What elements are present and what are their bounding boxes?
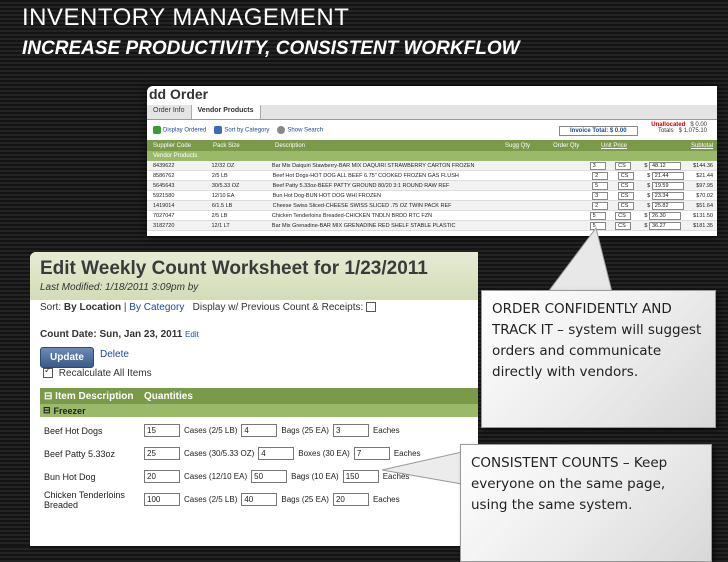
eaches-label: Eaches [382,472,410,481]
pack-size: 6/1.5 LB [211,202,233,209]
eaches-input[interactable]: 20 [333,493,369,506]
worksheet-table-header [40,388,478,404]
refresh-icon [153,126,161,134]
cases-input[interactable]: 15 [144,424,180,437]
cases-label: Cases (2/5 LB) [184,426,238,435]
order-heading: dd Order [149,86,209,102]
bags-input[interactable]: 4 [258,447,294,460]
unit-price-input[interactable]: 26.30 [649,212,681,220]
pack-size: 12/10 EA [211,192,235,199]
description: Beef Hot Dogs-HOT DOG ALL BEEF 6.75" COOKED FROZEN GAS FLUSH [272,172,459,179]
subtotal: $97.95 [696,182,714,189]
unit-select[interactable]: CS [615,212,631,220]
order-qty-input[interactable]: 5 [590,222,606,230]
col-subtotal[interactable]: Subtotal [690,142,713,149]
cases-input[interactable]: 20 [144,470,180,483]
description: Beef Patty 5.33oz-BEEF PATTY GROUND 80/20 3:1 ROUND RAW REF [272,182,450,189]
worksheet-screenshot [30,252,478,546]
last-modified: Last Modified: 1/18/2011 3:09pm by [40,282,199,293]
order-toolbar [147,120,717,140]
pack-size: 30/5.33 OZ [211,182,240,189]
unit-select[interactable]: CS [615,222,631,230]
supplier-code: 5645643 [153,182,175,189]
pack-size: 2/5 LB [211,212,228,219]
subtotal: $181.35 [693,222,713,229]
order-totals [651,122,707,134]
order-qty-input[interactable]: 3 [592,192,608,200]
callout-consistent-counts: CONSISTENT COUNTS – Keep everyone on the same page, using the same system. [460,444,712,562]
eaches-label: Eaches [393,449,421,458]
unit-select[interactable]: CS [618,192,634,200]
item-description-header[interactable]: ⊟ Item Description [44,390,134,402]
eaches-input[interactable]: 7 [354,447,390,460]
search-icon [277,126,285,134]
display-option-label: Display w/ Previous Count & Receipts: [192,302,364,313]
freezer-section[interactable]: ⊟ Freezer [40,404,478,417]
sort-label: Sort: [40,302,62,313]
unit-select[interactable]: CS [618,202,634,210]
eaches-label: Eaches [372,426,400,435]
col-order-qty[interactable]: Order Qty [553,142,580,149]
unallocated-label: Unallocated [651,122,686,128]
cases-label: Cases (12/10 EA) [184,472,248,481]
cases-input[interactable]: 25 [144,447,180,460]
quantities-header: Quantities [144,390,193,402]
totals-value: $ 1,075.10 [678,128,707,134]
totals-label: Totals [657,128,674,134]
check-icon: ✓ [44,365,52,376]
order-qty-input[interactable]: 5 [592,182,608,190]
worksheet-row [40,420,478,441]
sort-line: Sort: By Location | By Category Display w/ Previous Count & Receipts: [30,302,389,313]
bags-input[interactable]: 40 [241,493,277,506]
col-unit-price[interactable]: Unit Price [601,142,628,149]
unallocated-value: $ 0.00 [690,122,707,128]
count-date: Count Date: Sun, Jan 23, 2011 [40,329,183,340]
order-row: 3182720 12/1 LT Bar Mix Grenadine-BAR MIX GRENADINE RED SHELF STABLE PLASTIC 5 CS $ 36.27 $181.35 [147,221,717,231]
order-row: 5645643 30/5.33 OZ Beef Patty 5.33oz-BEEF PATTY GROUND 80/20 3:1 ROUND RAW REF 5 CS $ 19.59 $97.95 [147,181,717,191]
order-window-screenshot [147,86,717,236]
slide-subtitle: INCREASE PRODUCTIVITY, CONSISTENT WORKFLOW [22,38,520,59]
sort-by-category-link[interactable]: Sort by Category [214,126,269,134]
cases-input[interactable]: 100 [144,493,180,506]
delete-link[interactable]: Delete [100,349,129,360]
callout-order-tail [500,226,620,296]
description: Bar Mix Grenadine-BAR MIX GRENADINE RED SHELF STABLE PLASTIC [271,222,456,229]
bags-input[interactable]: 4 [241,424,277,437]
description: Cheese Swiss Sliced-CHEESE SWISS SLICED .75 OZ TWIN PACK REF [272,202,452,209]
subtotal: $144.36 [693,162,713,169]
order-row: 8586762 2/5 LB Beef Hot Dogs-HOT DOG ALL BEEF 6.75" COOKED FROZEN GAS FLUSH 2 CS $ 21.44 $21.44 [147,171,717,181]
bags-label: Bags (25 EA) [281,495,329,504]
order-row: 1419014 6/1.5 LB Cheese Swiss Sliced-CHEESE SWISS SLICED .75 OZ TWIN PACK REF 2 CS $ 25.82 $51.64 [147,201,717,211]
recalculate-checkbox[interactable] [43,365,53,378]
order-row: 7027047 2/5 LB Chicken Tenderloins Breaded-CHICKEN TNDLN BRDD RTC FZN 5 CS $ 26.30 $131.50 [147,211,717,221]
collapse-icon: ⊟ [43,405,51,415]
worksheet-title: Edit Weekly Count Worksheet for 1/23/2011 [40,258,428,279]
bags-input[interactable]: 50 [251,470,287,483]
item-name: Beef Patty 5.33oz [44,448,116,459]
subtotal: $51.64 [696,202,714,209]
supplier-code: 1419014 [153,202,175,209]
edit-date-link[interactable]: Edit [185,330,199,339]
eaches-input[interactable]: 3 [333,424,369,437]
vendor-products-section: Vendor Products [147,151,717,161]
order-qty-input[interactable]: 5 [590,212,606,220]
supplier-code: 3182720 [153,222,175,229]
order-row: 8439622 12/32 OZ Bar Mix Daiquiri Stawberry-BAR MIX DAQUIRI STRAWBERRY CARTON FROZEN 3 CS $ 48.12 $144.36 [147,161,717,171]
show-search-link[interactable]: Show Search [277,126,323,134]
supplier-code: 8586762 [153,172,175,179]
cases-label: Cases (30/5.33 OZ) [184,449,255,458]
worksheet-header [30,252,478,300]
pack-size: 2/5 LB [211,172,228,179]
update-button[interactable]: Update [40,347,94,368]
order-rows [147,161,717,231]
supplier-code: 7027047 [153,212,175,219]
bags-label: Bags (10 EA) [291,472,339,481]
unit-price-input[interactable]: 21.44 [652,172,684,180]
unit-price-input[interactable]: 36.27 [649,222,681,230]
item-name: Bun Hot Dog [44,471,96,482]
pack-size: 12/32 OZ [211,162,235,169]
unit-price-input[interactable]: 19.59 [652,182,684,190]
subtotal: $131.50 [693,212,713,219]
bags-label: Bags (25 EA) [281,426,329,435]
order-qty-input[interactable]: 3 [590,162,606,170]
order-column-header [147,140,717,151]
unit-price-input[interactable]: 25.82 [652,202,684,210]
description: Chicken Tenderloins Breaded-CHICKEN TNDLN BRDD RTC FZN [271,212,433,219]
order-row: 5921580 12/10 EA Bun Hot Dog-BUN HOT DOG WHI FROZEN 3 CS $ 23.34 $70.02 [147,191,717,201]
tab-order-info[interactable]: Order Info [147,105,192,119]
unit-select[interactable]: CS [618,182,634,190]
subtotal: $21.44 [696,172,714,179]
description: Bar Mix Daiquiri Stawberry-BAR MIX DAQUIRI STRAWBERRY CARTON FROZEN [271,162,475,169]
eaches-label: Eaches [372,495,400,504]
supplier-code: 8439622 [153,162,175,169]
col-description[interactable]: Description [275,142,306,149]
invoice-total: Invoice Total: $ 0.00 [559,126,638,136]
display-ordered-link[interactable]: Display Ordered [153,126,206,134]
cases-label: Cases (2/5 LB) [184,495,238,504]
sort-by-location[interactable]: By Location [63,302,122,313]
description: Bun Hot Dog-BUN HOT DOG WHI FROZEN [272,192,381,199]
col-sugg-qty[interactable]: Sugg Qty [505,142,531,149]
unit-price-input[interactable]: 23.34 [652,192,684,200]
count-date-line [30,329,209,340]
tab-vendor-products[interactable]: Vendor Products [192,105,261,119]
item-name: Beef Hot Dogs [44,425,103,436]
recalculate-line [30,365,162,379]
order-qty-input[interactable]: 2 [592,172,608,180]
unit-select[interactable]: CS [615,162,631,170]
supplier-code: 5921580 [153,192,175,199]
sort-by-category-link[interactable]: By Category [129,302,185,313]
recalculate-label: Recalculate All Items [58,368,152,379]
order-tabs [147,105,717,120]
display-previous-checkbox[interactable] [366,302,376,312]
eaches-input[interactable]: 150 [343,470,379,483]
col-pack-size[interactable]: Pack Size [213,142,240,149]
unit-select[interactable]: CS [618,172,634,180]
subtotal: $70.02 [696,192,714,199]
unit-price-input[interactable]: 48.12 [649,162,681,170]
callout-order-confidently: ORDER CONFIDENTLY AND TRACK IT – system will suggest orders and communicate directly with vendors. [481,290,716,428]
slide-title: INVENTORY MANAGEMENT [22,4,350,31]
minus-icon: ⊟ [44,390,56,402]
col-supplier-code[interactable]: Supplier Code [153,142,192,149]
bags-label: Boxes (30 EA) [298,449,350,458]
callout-counts-tail [380,448,470,498]
order-qty-input[interactable]: 2 [592,202,608,210]
item-name: Chicken Tenderloins Breaded [44,489,125,510]
pack-size: 12/1 LT [211,222,230,229]
sort-icon [214,126,222,134]
delete-line [90,349,139,360]
